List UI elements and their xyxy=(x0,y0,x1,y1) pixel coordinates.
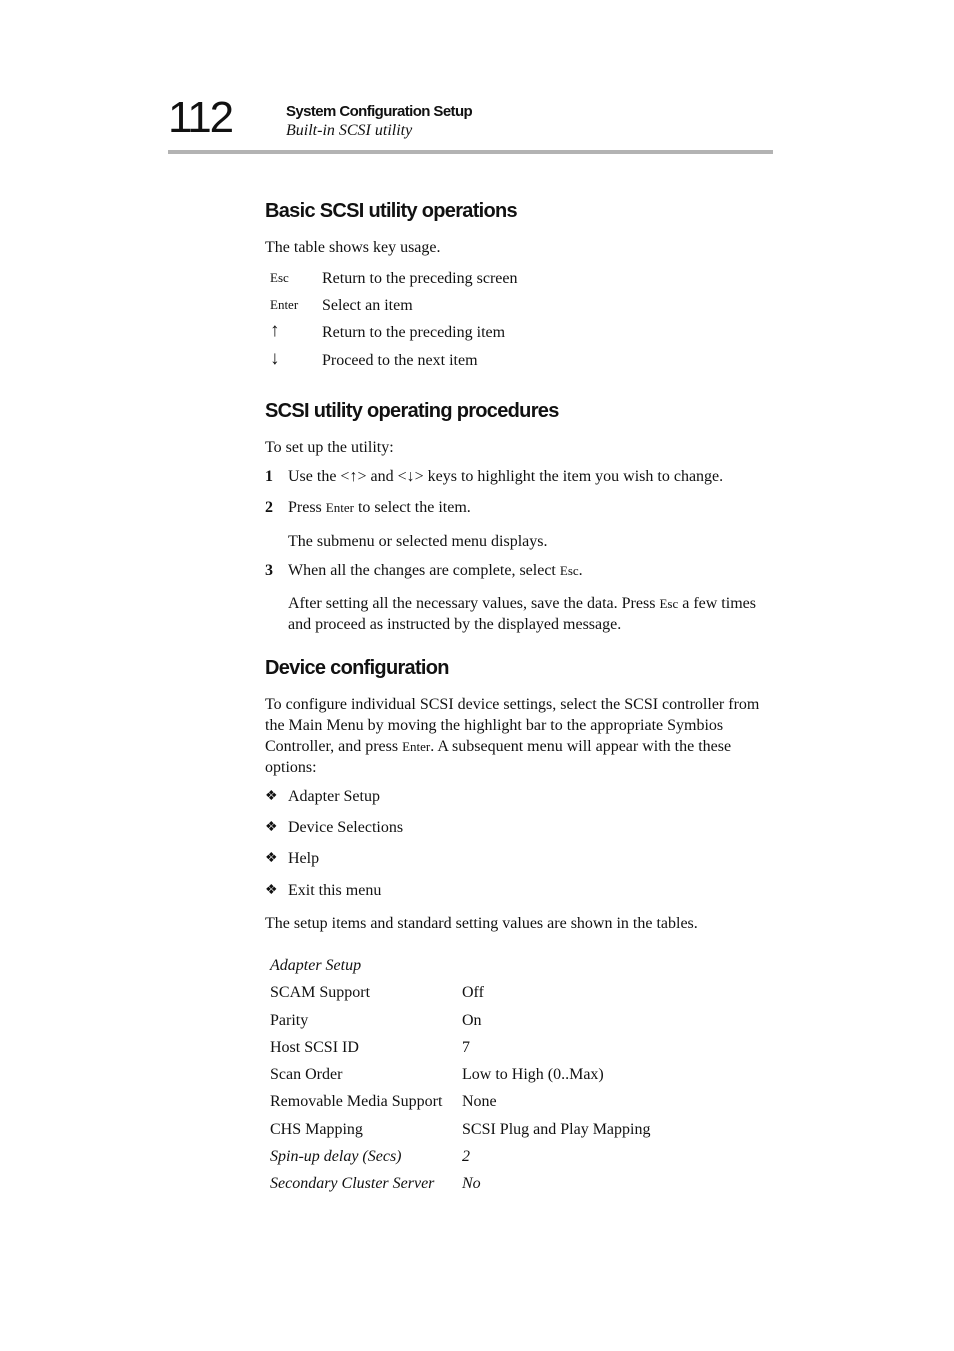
procedures-intro: To set up the utility: xyxy=(265,439,394,456)
key-description: Select an item xyxy=(322,297,413,314)
setting-name: Host SCSI ID xyxy=(270,1039,359,1056)
step-note: After setting all the necessary values, save the data. Press Esc a few times and proceed as instructed by the displayed message. xyxy=(288,595,756,633)
setting-value: SCSI Plug and Play Mapping xyxy=(462,1121,651,1138)
setting-value: 2 xyxy=(462,1148,470,1165)
setting-name: Parity xyxy=(270,1012,309,1029)
bullet-icon: ❖ xyxy=(265,820,278,835)
bullet-icon: ❖ xyxy=(265,789,278,804)
device-configuration-paragraph: To configure individual SCSI device settings, select the SCSI controller from the Main Menu by moving the highlight bar to the appropriate Symbios Controller, and press Enter. A subsequent menu will appear with the these options: xyxy=(265,696,760,776)
key-name: Esc xyxy=(659,596,679,611)
arrow-up-icon: ↑ xyxy=(349,468,358,485)
step-text: When all the changes are complete, select Esc. xyxy=(288,562,583,579)
setting-name: CHS Mapping xyxy=(270,1121,363,1138)
chapter-title: System Configuration Setup xyxy=(286,103,473,120)
basic-operations-intro: The table shows key usage. xyxy=(265,239,441,256)
header-divider xyxy=(168,150,773,154)
setting-value: On xyxy=(462,1012,482,1029)
step-number: 3 xyxy=(265,562,273,579)
step-text: Use the <↑> and <↓> keys to highlight the item you wish to change. xyxy=(288,468,724,485)
list-item-label: Device Selections xyxy=(288,819,404,836)
setting-value: Off xyxy=(462,984,484,1001)
setting-value: No xyxy=(462,1175,481,1192)
key-name: Enter xyxy=(402,739,431,754)
key-name: Esc xyxy=(559,563,579,578)
setting-value: Low to High (0..Max) xyxy=(462,1066,604,1083)
step-note: The submenu or selected menu displays. xyxy=(288,533,548,550)
setting-name: Spin-up delay (Secs) xyxy=(270,1148,402,1165)
heading-device-configuration: Device configuration xyxy=(265,657,449,679)
heading-basic-operations: Basic SCSI utility operations xyxy=(265,200,517,222)
tables-intro: The setup items and standard setting values are shown in the tables. xyxy=(265,915,698,932)
step-text: Press Enter to select the item. xyxy=(288,499,471,516)
key-description: Return to the preceding item xyxy=(322,324,506,341)
arrow-up-icon: ↑ xyxy=(270,320,280,341)
step-number: 1 xyxy=(265,468,273,485)
list-item-label: Exit this menu xyxy=(288,882,382,899)
key-name: Esc xyxy=(270,270,289,285)
bullet-icon: ❖ xyxy=(265,883,278,898)
table-caption-text: Adapter Setup xyxy=(270,957,362,974)
key-description: Return to the preceding screen xyxy=(322,270,518,287)
arrow-down-icon: ↓ xyxy=(406,468,415,485)
setting-name: Removable Media Support xyxy=(270,1093,443,1110)
step-number: 2 xyxy=(265,499,273,516)
key-description: Proceed to the next item xyxy=(322,352,478,369)
setting-value: 7 xyxy=(462,1039,470,1056)
arrow-down-icon: ↓ xyxy=(270,348,280,369)
setting-name: SCAM Support xyxy=(270,984,371,1001)
key-name: Enter xyxy=(325,500,354,515)
setting-name: Scan Order xyxy=(270,1066,343,1083)
bullet-icon: ❖ xyxy=(265,851,278,866)
list-item-label: Help xyxy=(288,850,320,867)
setting-value: None xyxy=(462,1093,497,1110)
heading-procedures: SCSI utility operating procedures xyxy=(265,400,559,422)
key-name: Enter xyxy=(270,297,299,312)
list-item-label: Adapter Setup xyxy=(288,788,380,805)
setting-name: Secondary Cluster Server xyxy=(270,1175,435,1192)
page-number: 112 xyxy=(168,93,233,142)
section-title: Built-in SCSI utility xyxy=(286,122,413,139)
